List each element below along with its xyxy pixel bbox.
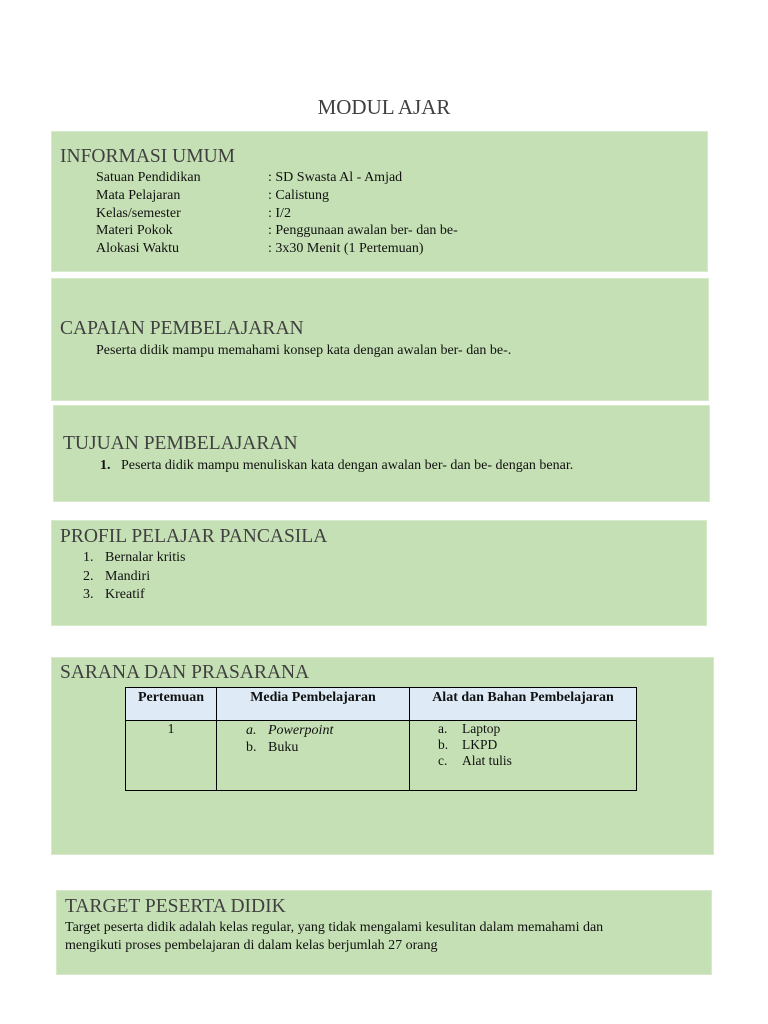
alat-item: Laptop [462, 721, 501, 736]
capaian-text: Peserta didik mampu memahami konsep kata dengan awalan ber- dan be-. [96, 343, 512, 358]
pertemuan-cell [126, 721, 217, 791]
target-heading: TARGET PESERTA DIDIK [65, 896, 286, 917]
list-item [246, 722, 409, 739]
media-item: Buku [268, 740, 299, 755]
media-cell [217, 721, 410, 791]
column-header: Media Pembelajaran [217, 688, 410, 721]
sarana-table [125, 687, 637, 791]
list-number: 1. [83, 550, 94, 565]
list-number: 1. [100, 458, 111, 473]
info-value: : 3x30 Menit (1 Pertemuan) [268, 241, 424, 256]
list-item [438, 737, 636, 753]
alat-cell [410, 721, 637, 791]
pertemuan-value: 1 [167, 722, 175, 737]
media-item: Powerpoint [268, 723, 334, 738]
target-text-line2: mengikuti proses pembelajaran di dalam kelas berjumlah 27 orang [65, 938, 438, 953]
info-value: : Calistung [268, 188, 330, 203]
document-title: MODUL AJAR [317, 95, 451, 119]
alat-item: LKPD [462, 737, 498, 752]
target-text-line1: Target peserta didik adalah kelas regular, yang tidak mengalami kesulitan dalam memahami dan [65, 920, 604, 935]
info-label: Materi Pokok [96, 223, 173, 238]
list-number: 3. [83, 587, 94, 602]
list-item [246, 739, 409, 756]
list-item: Peserta didik mampu menuliskan kata dengan awalan ber- dan be- dengan benar. [121, 458, 574, 473]
list-marker: a. [438, 721, 448, 736]
table-row [126, 721, 637, 791]
profil-heading: PROFIL PELAJAR PANCASILA [60, 526, 328, 547]
list-item [438, 753, 636, 769]
info-label: Kelas/semester [96, 206, 181, 221]
column-header: Alat dan Bahan Pembelajaran [410, 688, 637, 721]
informasi-umum-heading: INFORMASI UMUM [60, 146, 235, 167]
list-marker: c. [438, 753, 448, 768]
tujuan-heading: TUJUAN PEMBELAJARAN [63, 433, 298, 454]
info-value: : Penggunaan awalan ber- dan be- [268, 223, 458, 238]
list-marker: b. [246, 740, 257, 755]
list-item: Mandiri [105, 569, 151, 584]
list-item: Kreatif [105, 587, 145, 602]
list-item [438, 721, 636, 737]
info-value: : SD Swasta Al - Amjad [268, 170, 403, 185]
column-header: Pertemuan [126, 688, 217, 721]
alat-item: Alat tulis [462, 753, 512, 768]
sarana-heading: SARANA DAN PRASARANA [60, 662, 310, 683]
capaian-heading: CAPAIAN PEMBELAJARAN [60, 318, 304, 339]
list-item: Bernalar kritis [105, 550, 186, 565]
info-value: : I/2 [268, 206, 291, 221]
info-label: Mata Pelajaran [96, 188, 181, 203]
list-marker: a. [246, 723, 257, 738]
info-label: Alokasi Waktu [96, 241, 179, 256]
list-number: 2. [83, 569, 94, 584]
list-marker: b. [438, 737, 449, 752]
info-label: Satuan Pendidikan [96, 170, 201, 185]
